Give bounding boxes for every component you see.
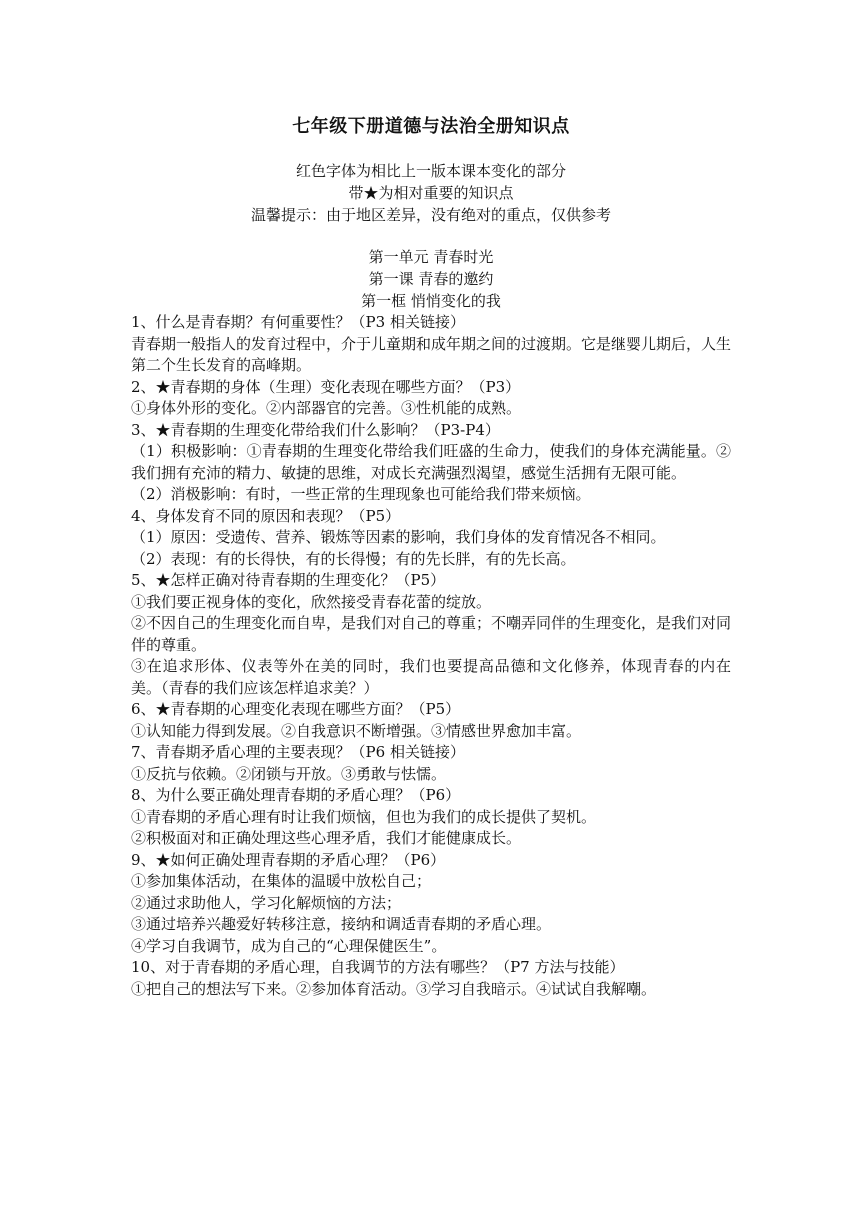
question: 7、青春期矛盾心理的主要表现？（P6 相关链接） [131, 743, 465, 761]
answer: （2）表现：有的长得快，有的长得慢；有的先长胖，有的先长高。 [131, 549, 576, 568]
unit-heading: 第一单元 青春时光 [368, 248, 494, 266]
knowledge-list [131, 312, 731, 1000]
answer: ①把自己的想法写下来。②参加体育活动。③学习自我暗示。④试试自我解嘲。 [131, 979, 657, 998]
answer: 青春期一般指人的发育过程中，介于儿童期和成年期之间的过渡期。它是继婴儿期后，人生第二个生长发育的高峰期。 [131, 334, 732, 374]
answer: ④学习自我调节，成为自己的“心理保健医生”。 [131, 936, 447, 955]
answer: ①我们要正视身体的变化，欣然接受青春花蕾的绽放。 [131, 592, 492, 611]
answer: ②积极面对和正确处理这些心理矛盾，我们才能健康成长。 [131, 829, 522, 847]
question: 4、身体发育不同的原因和表现？（P5） [131, 506, 401, 525]
knowledge-item [131, 420, 731, 506]
answer: （1）积极影响：①青春期的生理变化带给我们旺盛的生命力，使我们的身体充满能量。②我们拥有充沛的精力、敏捷的思维，对成长充满强烈渴望，感觉生活拥有无限可能。 [131, 442, 731, 482]
knowledge-item [131, 699, 731, 742]
document-page [131, 114, 731, 1000]
answer: ①身体外形的变化。②内部器官的完善。③性机能的成熟。 [131, 399, 522, 417]
answer: ③通过培养兴趣爱好转移注意，接纳和调适青春期的矛盾心理。 [131, 915, 552, 933]
question: 6、★青春期的心理变化表现在哪些方面？（P5） [131, 700, 461, 718]
question: 10、对于青春期的矛盾心理，自我调节的方法有哪些？（P7 方法与技能） [131, 958, 625, 976]
question: 9、★如何正确处理青春期的矛盾心理？（P6） [131, 850, 446, 869]
answer: ①青春期的矛盾心理有时让我们烦恼，但也为我们的成长提供了契机。 [131, 807, 597, 826]
knowledge-item [131, 570, 731, 699]
knowledge-item [131, 785, 731, 850]
question: 2、★青春期的身体（生理）变化表现在哪些方面？（P3） [131, 377, 521, 396]
answer: ①认知能力得到发展。②自我意识不断增强。③情感世界愈加丰富。 [131, 721, 582, 740]
knowledge-item [131, 957, 731, 1000]
answer: ②不因自己的生理变化而自卑，是我们对自己的尊重；不嘲弄同伴的生理变化，是我们对同伴的尊重。 [131, 614, 732, 654]
knowledge-item [131, 377, 731, 420]
note-warm-reminder: 温馨提示：由于地区差异，没有绝对的重点，仅供参考 [250, 206, 611, 224]
question: 1、什么是青春期？有何重要性？（P3 相关链接） [131, 313, 465, 331]
knowledge-item [131, 312, 731, 377]
answer: ②通过求助他人，学习化解烦恼的方法； [131, 893, 402, 912]
knowledge-item [131, 742, 731, 785]
lesson-heading: 第一课 青春的邀约 [368, 270, 494, 288]
answer: ①参加集体活动，在集体的温暖中放松自己； [131, 872, 432, 890]
question: 5、★怎样正确对待青春期的生理变化？（P5） [131, 571, 446, 589]
section-headings [131, 246, 731, 312]
notes-block [131, 160, 731, 226]
answer: ③在追求形体、仪表等外在美的同时，我们也要提高品德和文化修养，体现青春的内在美。（青春的我们应该怎样追求美？） [131, 657, 731, 697]
knowledge-item [131, 850, 731, 958]
frame-heading: 第一框 悄悄变化的我 [361, 292, 501, 310]
question: 8、为什么要正确处理青春期的矛盾心理？（P6） [131, 786, 461, 804]
answer: （1）原因：受遗传、营养、锻炼等因素的影响，我们身体的发育情况各不相同。 [131, 528, 666, 546]
answer: （2）消极影响：有时，一些正常的生理现象也可能给我们带来烦恼。 [131, 485, 591, 503]
knowledge-item [131, 506, 731, 571]
answer: ①反抗与依赖。②闭锁与开放。③勇敢与怯懦。 [131, 764, 447, 783]
note-red-font: 红色字体为相比上一版本课本变化的部分 [295, 162, 566, 180]
note-star-important: 带★为相对重要的知识点 [348, 184, 514, 202]
question: 3、★青春期的生理变化带给我们什么影响？（P3-P4） [131, 420, 500, 439]
document-title: 七年级下册道德与法治全册知识点 [292, 116, 570, 137]
